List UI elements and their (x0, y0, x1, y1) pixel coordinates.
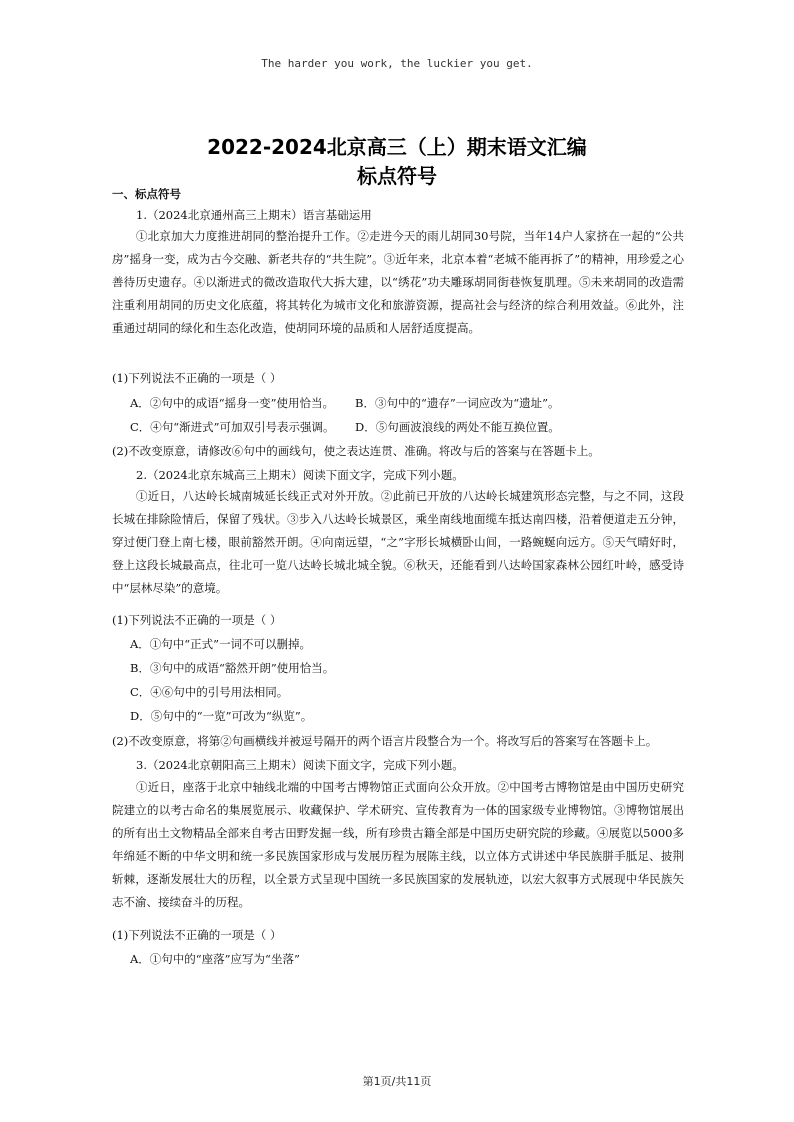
q2-source: 2.（2024北京东城高三上期末）阅读下面文字，完成下列小题。 (136, 468, 464, 482)
document-subtitle: 标点符号 (357, 164, 437, 188)
q1-sub2: (2)不改变原意，请修改⑥句中的画线句，使之表达连贯、准确。将改与后的答案与在答题卡上。 (112, 444, 600, 458)
q1-option-b: B．③句中的“遗存”一词应改为“遗址”。 (355, 396, 560, 410)
q1-passage: ①北京加大力度推进胡同的整治提升工作。②走进今天的雨儿胡同30号院，当年14户人家挤在一起的“公共房”摇身一变，成为古今交融、新老共存的“共生院”。③近年来，北京本着“老城不能再拆了”的精神，用珍爱之心善待历史遗存。④以渐进式的微改造取代大拆大建，以“绣花”功夫雕琢胡同街巷恢复肌理。⑤未来胡同的改造需注重利用胡同的历史文化底蕴，将其转化为城市文化和旅游资源，提高社会与经济的综合利用效益。⑥此外，注重通过胡同的绿化和生态化改造，使胡同环境的品质和人居舒适度提高。 (112, 229, 684, 335)
header-motto: The harder you work, the luckier you get. (261, 57, 533, 70)
q3-sub1: (1)下列说法不正确的一项是（ ） (112, 928, 282, 942)
q3-source: 3.（2024北京朝阳高三上期末）阅读下面文字，完成下列小题。 (136, 758, 464, 772)
q2-sub1: (1)下列说法不正确的一项是（ ） (112, 613, 282, 627)
q3-option-a: A．①句中的“座落”应写为“坐落” (130, 952, 300, 966)
q2-option-a: A．①句中“正式”一词不可以删掉。 (130, 637, 312, 651)
document-title: 2022-2024北京高三（上）期末语文汇编 (207, 135, 587, 159)
q1-option-a: A．②句中的成语“摇身一变”使用恰当。 (130, 396, 335, 410)
q2-option-c: C．④⑥句中的引号用法相同。 (130, 685, 289, 699)
page-footer: 第1页/共11页 (362, 1075, 432, 1088)
q2-passage: ①近日，八达岭长城南城延长线正式对外开放。②此前已开放的八达岭长城建筑形态完整，与之不同，这段长城在排除险情后，保留了残状。③步入八达岭长城景区，乘坐南线地面缆车抵达南四楼，沿着便道走五分钟，穿过便门登上南七楼，眼前豁然开朗。④向南远望，“之”字形长城横卧山间，一路蜿蜒向远方。⑤天气晴好时，登上这段长城最高点，往北可一览八达岭长城北城全貌。⑥秋天，还能看到八达岭国家森林公园红叶岭，感受诗中“层林尽染”的意境。 (112, 489, 684, 595)
q2-option-d: D．⑤句中的“一览”可改为“纵览”。 (130, 709, 313, 723)
q3-passage: ①近日，座落于北京中轴线北端的中国考古博物馆正式面向公众开放。②中国考古博物馆是由中国历史研究院建立的以考古命名的集展览展示、收藏保护、学术研究、宣传教育为一体的国家级专业博物馆。③博物馆展出的所有出土文物精品全部来自考古田野发掘一线，所有珍贵古籍全部是中国历史研究院的珍藏。④展览以5000多年绵延不断的中华文明和统一多民族国家形成与发展历程为展陈主线，以立体方式讲述中华民族胼手胝足、披荆斩棘，逐渐发展壮大的历程，以全景方式呈现中国统一多民族国家的发展轨迹，以宏大叙事方式展现中华民族矢志不渝、接续奋斗的历程。 (112, 780, 684, 909)
q1-source: 1.（2024北京通州高三上期末）语言基础运用 (136, 208, 372, 222)
q2-sub2: (2)不改变原意，将第②句画横线并被逗号隔开的两个语言片段整合为一个。将改写后的答案写在答题卡上。 (112, 734, 658, 748)
q1-option-d: D．⑤句画波浪线的两处不能互换位置。 (355, 420, 560, 434)
section-heading: 一、标点符号 (112, 187, 181, 201)
q2-option-b: B．③句中的成语“豁然开朗”使用恰当。 (130, 661, 335, 675)
q1-option-c: C．④句“渐进式”可加双引号表示强调。 (130, 420, 335, 434)
q1-sub1: (1)下列说法不正确的一项是（ ） (112, 371, 282, 385)
